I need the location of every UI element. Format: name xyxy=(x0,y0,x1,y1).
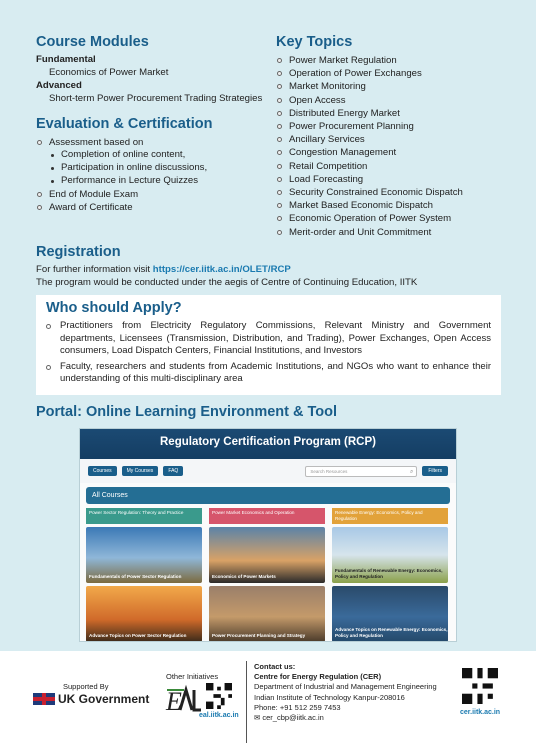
portal-screenshot xyxy=(79,428,457,642)
course-card-header: Renewable Energy: Economics, Policy and Regulation xyxy=(332,508,448,524)
key-topic-item: Market Based Economic Dispatch xyxy=(276,199,516,212)
mail-icon: ✉ xyxy=(254,713,261,723)
portal-title: Portal: Online Learning Environment & Tool xyxy=(36,404,338,420)
bullet-icon xyxy=(277,98,282,103)
faq-button[interactable]: FAQ xyxy=(163,466,183,476)
key-topic-item: Operation of Power Exchanges xyxy=(276,67,516,80)
course-tile[interactable] xyxy=(86,586,202,642)
bullet-icon xyxy=(46,365,51,370)
key-topic-item: Security Constrained Economic Dispatch xyxy=(276,186,516,199)
bullet-icon xyxy=(277,216,282,221)
key-topics-list xyxy=(276,54,516,239)
bullet-icon xyxy=(51,180,54,183)
key-topic-item: Market Monitoring xyxy=(276,80,516,93)
filters-button[interactable]: Filters xyxy=(422,466,448,476)
course-tile-label: Power Procurement Planning and Strategy xyxy=(212,632,306,638)
email-row[interactable]: ✉ cer_cbp@iitk.ac.in xyxy=(254,713,324,723)
course-card[interactable] xyxy=(332,508,448,642)
bullet-icon xyxy=(51,167,54,170)
evaluation-sub-item: Completion of online content, xyxy=(49,149,271,162)
bullet-icon xyxy=(51,154,54,157)
bullet-icon xyxy=(277,230,282,235)
course-tile[interactable] xyxy=(332,586,448,642)
who-paragraph: Practitioners from Electricity Regulatory Commissions, Relevant Ministry and Government departments, Licensees (Transmission, Distribution, and Trading), Power Exchanges, Open Access consumers, Load Dispatch Centers, Financial Institutions, and Investors xyxy=(46,320,491,358)
key-topic-item: Open Access xyxy=(276,94,516,107)
course-tile-label: Fundamentals of Renewable Energy: Economics, Policy and Regulation xyxy=(335,568,443,579)
search-input[interactable]: Search Resources ⌕ xyxy=(305,466,417,477)
bullet-icon xyxy=(277,84,282,89)
key-topic-item: Distributed Energy Market xyxy=(276,107,516,120)
course-tile-label: Advance Topics on Renewable Energy: Economics, Policy and Regulation xyxy=(335,627,448,638)
bullet-icon xyxy=(46,324,51,329)
union-flag-icon xyxy=(33,693,55,705)
portal-app-title: Regulatory Certification Program (RCP) xyxy=(80,429,456,459)
eal-link[interactable]: eal.iitk.ac.in xyxy=(199,712,239,719)
footer-divider xyxy=(246,661,247,743)
bullet-icon xyxy=(277,150,282,155)
bullet-icon xyxy=(37,205,42,210)
evaluation-list-2 xyxy=(36,188,271,214)
key-topic-item: Economic Operation of Power System xyxy=(276,212,516,225)
evaluation-list xyxy=(36,136,271,149)
fundamental-item: Economics of Power Market xyxy=(49,67,169,78)
portal-toolbar xyxy=(80,459,456,483)
evaluation-item: Award of Certificate xyxy=(36,201,271,214)
evaluation-title: Evaluation & Certification xyxy=(36,116,213,132)
key-topic-item: Congestion Management xyxy=(276,146,516,159)
registration-title: Registration xyxy=(36,244,121,260)
key-topic-item: Retail Competition xyxy=(276,160,516,173)
who-title: Who should Apply? xyxy=(46,300,182,316)
evaluation-item: Assessment based on xyxy=(36,136,271,149)
registration-line1: For further information visit https://cer.iitk.ac.in/OLET/RCP xyxy=(36,264,291,275)
evaluation-item: End of Module Exam xyxy=(36,188,271,201)
right-column xyxy=(276,34,516,239)
bullet-icon xyxy=(277,203,282,208)
other-initiatives-label: Other Initiatives xyxy=(166,672,219,681)
uk-government-logo: UK Government xyxy=(33,692,149,706)
bullet-icon xyxy=(277,137,282,142)
bullet-icon xyxy=(277,164,282,169)
key-topic-item: Load Forecasting xyxy=(276,173,516,186)
key-topic-item: Power Market Regulation xyxy=(276,54,516,67)
evaluation-sub-item: Participation in online discussions, xyxy=(49,162,271,175)
cer-link[interactable]: cer.iitk.ac.in xyxy=(460,709,501,716)
course-tile-label: Fundamentals of Power Sector Regulation xyxy=(89,573,182,579)
registration-section xyxy=(36,244,506,289)
course-tile[interactable] xyxy=(209,586,325,642)
registration-link[interactable]: https://cer.iitk.ac.in/OLET/RCP xyxy=(152,264,291,275)
key-topics-title: Key Topics xyxy=(276,34,353,50)
who-paragraph: Faculty, researchers and students from Academic Institutions, and NGOs who want to enhance their understanding of this multi-disciplinary area xyxy=(46,361,491,386)
bullet-icon xyxy=(277,177,282,182)
bullet-icon xyxy=(277,190,282,195)
course-cards xyxy=(86,508,450,642)
left-column xyxy=(36,34,271,214)
key-topic-item: Power Procurement Planning xyxy=(276,120,516,133)
key-topic-item: Ancillary Services xyxy=(276,133,516,146)
course-modules-title: Course Modules xyxy=(36,34,149,50)
bullet-icon xyxy=(277,71,282,76)
bullet-icon xyxy=(37,140,42,145)
bullet-icon xyxy=(277,124,282,129)
portal-body xyxy=(80,483,456,642)
advanced-item: Short-term Power Procurement Trading Strategies xyxy=(49,93,263,104)
supported-by-label: Supported By xyxy=(63,682,109,691)
course-tile[interactable] xyxy=(86,527,202,583)
course-card-header: Power Market Economics and Operation xyxy=(209,508,325,524)
bullet-icon xyxy=(37,192,42,197)
contact-block: Contact us: Centre for Energy Regulation (CER) Department of Industrial and Management Engineering Indian Institute of Technology Kanpur-208016 Phone: +91 512 259 7453 ✉ cer_cbp@iitk.ac.in xyxy=(254,662,437,723)
bullet-icon xyxy=(277,58,282,63)
svg-text:E: E xyxy=(166,687,182,716)
course-card[interactable] xyxy=(86,508,202,642)
key-topic-item: Merit-order and Unit Commitment xyxy=(276,226,516,239)
course-tile[interactable] xyxy=(332,527,448,583)
course-tile-label: Advance Topics on Power Sector Regulation xyxy=(89,632,187,638)
courses-button[interactable]: Courses xyxy=(88,466,117,476)
qr-code-icon[interactable] xyxy=(462,668,498,704)
who-should-apply-box xyxy=(36,295,501,395)
advanced-label: Advanced xyxy=(36,80,82,91)
qr-code-icon[interactable] xyxy=(206,683,232,709)
evaluation-sub-list xyxy=(36,149,271,187)
my-courses-button[interactable]: My Courses xyxy=(122,466,159,476)
evaluation-sub-item: Performance in Lecture Quizzes xyxy=(49,175,271,188)
course-card-header: Power Sector Regulation: Theory and Practice xyxy=(86,508,202,524)
all-courses-bar: All Courses xyxy=(86,487,450,504)
registration-line2: The program would be conducted under the aegis of Centre of Continuing Education, IITK xyxy=(36,277,418,288)
bullet-icon xyxy=(277,111,282,116)
course-tile[interactable] xyxy=(209,527,325,583)
course-tile-label: Economics of Power Markets xyxy=(212,573,276,579)
eal-logo xyxy=(164,684,202,718)
fundamental-label: Fundamental xyxy=(36,54,96,65)
search-icon: ⌕ xyxy=(410,468,414,475)
course-card[interactable] xyxy=(209,508,325,642)
